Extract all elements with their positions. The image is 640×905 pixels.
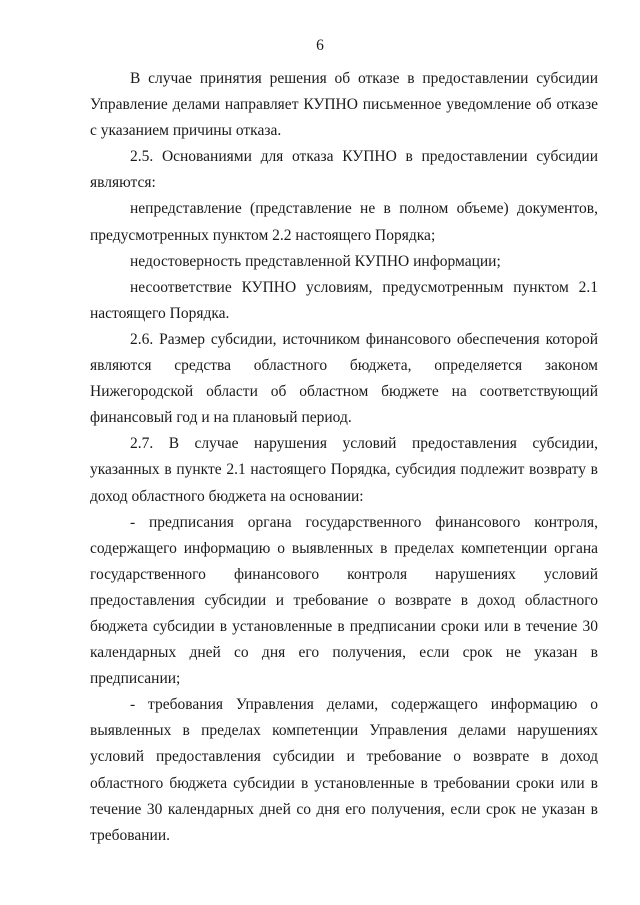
paragraph-return-requirement: - требования Управления делами, содержащего информацию о выявленных в пределах компетенции Управления делами нарушениях условий предоставления субсидии и требование о возврате в доход областного бюджета субсидии в установленные в требовании сроки или в течение 30 календарных дней со дня его получения, если срок не указан в требовании. <box>90 696 598 844</box>
paragraph-2-6-subsidy-size: 2.6. Размер субсидии, источником финансового обеспечения которой являются средства областного бюджета, определяется законом Нижегородской области об областном бюджете на соответствующий финансовый год и на плановый период. <box>90 330 598 427</box>
page-number: 6 <box>316 37 324 54</box>
paragraph-2-5-grounds: 2.5. Основаниями для отказа КУПНО в предоставлении субсидии являются: <box>90 148 598 192</box>
document-body <box>90 66 598 849</box>
paragraph-ground-documents: непредставление (представление не в полном объеме) документов, предусмотренных пунктом 2.2 настоящего Порядка; <box>90 200 598 244</box>
paragraph-ground-nonconformity: несоответствие КУПНО условиям, предусмотренным пунктом 2.1 настоящего Порядка. <box>90 278 598 322</box>
paragraph-refusal-notice: В случае принятия решения об отказе в предоставлении субсидии Управление делами направляет КУПНО письменное уведомление об отказе с указанием причины отказа. <box>90 70 598 140</box>
paragraph-2-7-return: 2.7. В случае нарушения условий предоставления субсидии, указанных в пункте 2.1 настоящего Порядка, субсидия подлежит возврату в доход областного бюджета на основании: <box>90 435 598 505</box>
paragraph-ground-unreliable-info: недостоверность представленной КУПНО информации; <box>130 252 501 270</box>
paragraph-return-prescription: - предписания органа государственного финансового контроля, содержащего информацию о выявленных в пределах компетенции органа государственного финансового контроля нарушениях условий предоставления субсидии и требование о возврате в доход областного бюджета субсидии в установленные в предписании сроки или в течение 30 календарных дней со дня его получения, если срок не указан в предписании; <box>90 513 598 688</box>
